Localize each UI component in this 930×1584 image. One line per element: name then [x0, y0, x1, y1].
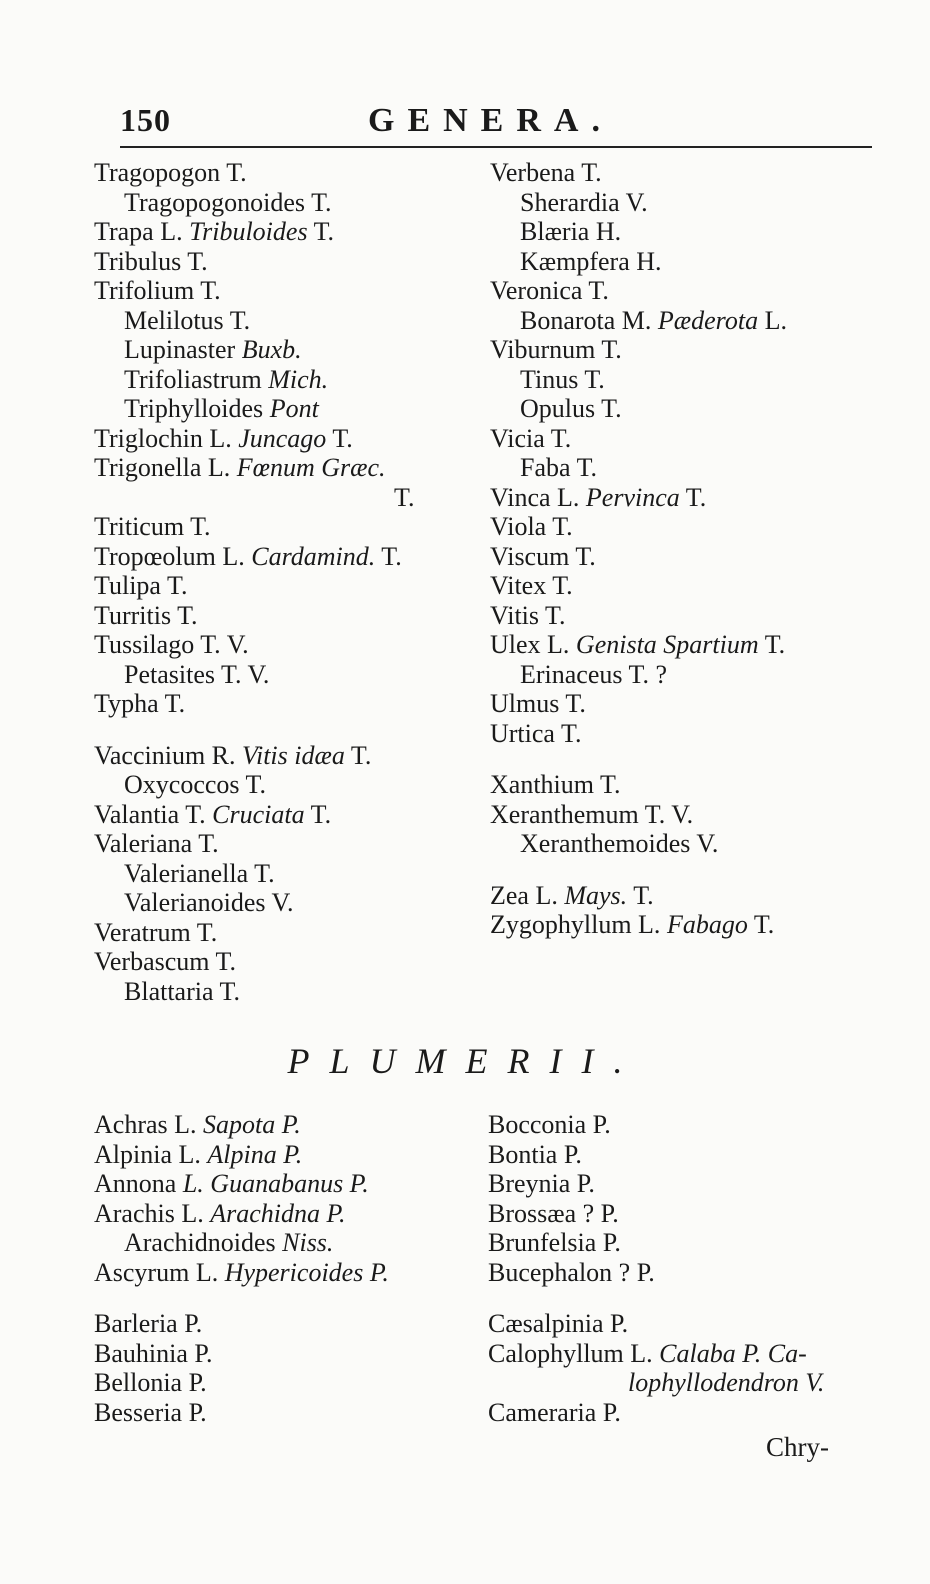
genus-name: Petasites T. V. — [124, 659, 270, 689]
genus-entry — [94, 571, 414, 601]
genus-entry — [94, 630, 414, 660]
genus-name: Valerianoides V. — [124, 888, 294, 917]
genus-name: Tinus T. — [520, 364, 605, 394]
genus-name: Faba T. — [520, 453, 598, 482]
genus-name: Erinaceus T. ? — [520, 659, 668, 689]
genus-name: Ascyrum L. — [94, 1257, 219, 1287]
entry-gap — [490, 859, 787, 881]
synonym: Cruciata — [212, 799, 305, 829]
genus-entry — [94, 1110, 389, 1140]
genus-name: Turritis T. — [94, 600, 198, 630]
genera-left-column — [94, 158, 414, 1006]
genus-name: Tribulus T. — [94, 246, 208, 276]
genus-entry — [488, 1339, 824, 1369]
synonym: Tribuloides — [189, 217, 308, 246]
synonym: Sapota P. — [203, 1110, 301, 1139]
genus-entry — [94, 453, 414, 483]
genus-name: Blattaria T. — [124, 976, 240, 1006]
genus-entry — [94, 158, 414, 188]
genus-entry — [94, 947, 414, 977]
genus-name: Lupinaster — [124, 335, 236, 364]
genus-entry — [94, 1339, 389, 1369]
genus-name: Brossæa ? P. — [488, 1198, 619, 1228]
synonym: Hypericoides P. — [224, 1257, 389, 1287]
genus-entry — [94, 365, 414, 395]
author: T. — [633, 880, 654, 910]
genus-name: Bontia P. — [488, 1139, 582, 1169]
synonym: Fabago — [666, 910, 748, 939]
genus-entry — [94, 741, 414, 771]
page-number: 150 — [120, 102, 171, 138]
genus-entry — [94, 306, 414, 336]
genus-entry — [490, 601, 787, 631]
genus-entry — [490, 247, 787, 277]
section-title: PLUMERII. — [287, 1041, 643, 1081]
genus-name: Verbascum T. — [94, 947, 236, 976]
genus-entry — [94, 1199, 389, 1229]
genus-name: Oxycoccos T. — [124, 770, 266, 799]
genus-name: Triglochin L. — [94, 423, 232, 453]
genus-entry — [94, 542, 414, 572]
synonym: Alpina P. — [207, 1139, 303, 1169]
synonym: Juncago — [238, 423, 327, 453]
catchword: Chry- — [766, 1432, 829, 1462]
genus-entry — [94, 601, 414, 631]
synonym: Fœnum Græc. — [236, 453, 386, 482]
genus-entry — [94, 512, 414, 542]
genus-entry — [490, 881, 787, 911]
genus-entry — [490, 306, 787, 336]
genus-entry — [488, 1368, 824, 1398]
genus-entry — [94, 1228, 389, 1258]
genus-entry — [94, 888, 414, 918]
genus-name: Barleria P. — [94, 1309, 203, 1338]
genus-entry — [94, 770, 414, 800]
genus-entry — [94, 1398, 389, 1428]
genus-name: Viscum T. — [490, 541, 596, 571]
genus-entry — [488, 1228, 824, 1258]
genus-entry — [490, 571, 787, 601]
author: T. — [685, 482, 707, 512]
synonym: Mays. — [564, 880, 628, 910]
genus-name: Ulex L. — [490, 630, 570, 659]
synonym: Vitis idæa — [242, 740, 345, 770]
genus-entry — [488, 1309, 824, 1339]
genus-name: Achras L. — [94, 1110, 197, 1139]
genus-name: Cameraria P. — [488, 1397, 621, 1427]
genus-name: Valantia T. — [94, 799, 206, 829]
genus-entry — [488, 1258, 824, 1288]
synonym: Niss. — [282, 1228, 334, 1257]
genus-name: Tragopogon T. — [94, 158, 247, 187]
genus-name: Veronica T. — [490, 276, 609, 305]
synonym: lophyllodendron V. — [628, 1368, 825, 1397]
genus-entry — [94, 335, 414, 365]
genus-name: Zygophyllum L. — [490, 910, 661, 939]
genus-entry — [94, 1140, 389, 1170]
genus-entry — [490, 424, 787, 454]
genus-name: Triticum T. — [94, 512, 211, 541]
genus-entry — [490, 158, 787, 188]
genus-name: Xeranthemoides V. — [520, 829, 719, 858]
genus-entry — [490, 660, 787, 690]
entry-gap — [490, 748, 787, 770]
genus-entry — [490, 483, 787, 513]
author: T. — [350, 740, 372, 770]
genus-entry — [490, 365, 787, 395]
synonym: Calaba P. Ca- — [659, 1338, 807, 1368]
genus-name: Bellonia P. — [94, 1368, 207, 1397]
genus-name: Alpinia L. — [94, 1139, 201, 1169]
genus-entry — [488, 1110, 824, 1140]
genus-name: Opulus T. — [520, 394, 622, 423]
genus-name: Trapa L. — [94, 217, 183, 246]
genus-name: Triphylloides — [124, 394, 264, 423]
synonym: Pervinca — [585, 482, 680, 512]
genus-entry — [94, 1309, 389, 1339]
genus-name: Tropœolum L. — [94, 541, 245, 571]
genus-entry — [94, 483, 414, 513]
genus-name: Trigonella L. — [94, 453, 231, 482]
genus-entry — [94, 829, 414, 859]
genus-name: Vaccinium R. — [94, 740, 236, 770]
genus-name: Valerianella T. — [124, 858, 275, 888]
genus-entry — [490, 689, 787, 719]
genus-name: Zea L. — [490, 880, 558, 910]
synonym: Arachidna P. — [210, 1198, 346, 1228]
genus-name: Xanthium T. — [490, 770, 621, 799]
synonym: Buxb. — [241, 335, 302, 364]
genus-name: Trifoliastrum — [124, 364, 262, 394]
genus-entry — [490, 188, 787, 218]
genus-entry — [94, 217, 414, 247]
genus-name: Vinca L. — [490, 482, 580, 512]
genus-entry — [94, 977, 414, 1007]
genus-entry — [488, 1398, 824, 1428]
genus-name: Verbena T. — [490, 158, 602, 187]
author: T. — [332, 423, 353, 453]
header-rule — [120, 146, 872, 148]
genus-entry — [490, 276, 787, 306]
genus-entry — [490, 217, 787, 247]
genus-entry — [490, 719, 787, 749]
genus-name: Vicia T. — [490, 423, 572, 453]
synonym: L. Guanabanus P. — [182, 1169, 369, 1198]
genus-entry — [490, 630, 787, 660]
plumerii-right-column — [488, 1110, 824, 1427]
genus-name: Annona — [94, 1169, 177, 1198]
genus-name: Sherardia V. — [520, 187, 648, 217]
genus-name: Arachidnoides — [124, 1228, 276, 1257]
author: T. — [753, 910, 775, 939]
genus-entry — [490, 335, 787, 365]
genus-name: Kæmpfera H. — [520, 246, 662, 276]
entry-gap — [94, 719, 414, 741]
genus-entry — [94, 689, 414, 719]
genus-name: T. — [394, 482, 415, 512]
genus-entry — [490, 829, 787, 859]
genus-entry — [94, 918, 414, 948]
genus-name: Viola T. — [490, 512, 573, 541]
genus-name: Calophyllum L. — [488, 1338, 653, 1368]
genus-entry — [94, 247, 414, 277]
page-header — [0, 100, 930, 145]
synonym: Mich. — [268, 364, 329, 394]
genus-entry — [490, 542, 787, 572]
genus-entry — [94, 276, 414, 306]
synonym: Pont — [269, 394, 319, 423]
synonym: Genista Spartium — [575, 630, 759, 659]
genus-name: Vitex T. — [490, 571, 573, 600]
synonym: Cardamind. — [251, 541, 376, 571]
genus-name: Brunfelsia P. — [488, 1228, 621, 1257]
genus-entry — [490, 800, 787, 830]
genus-name: Tussilago T. V. — [94, 630, 249, 659]
genus-name: Veratrum T. — [94, 917, 218, 947]
genus-name: Breynia P. — [488, 1169, 595, 1198]
genus-name: Urtica T. — [490, 718, 582, 748]
entry-gap — [94, 1287, 389, 1309]
genus-name: Trifolium T. — [94, 276, 221, 305]
genus-name: Bonarota M. — [520, 305, 652, 335]
genus-name: Bucephalon ? P. — [488, 1257, 655, 1287]
genera-right-column — [490, 158, 787, 940]
genus-entry — [488, 1199, 824, 1229]
genus-entry — [94, 1258, 389, 1288]
genus-name: Cæsalpinia P. — [488, 1309, 629, 1338]
genus-entry — [488, 1140, 824, 1170]
entry-gap — [488, 1287, 824, 1309]
genus-name: Bocconia P. — [488, 1110, 611, 1139]
genus-name: Besseria P. — [94, 1397, 207, 1427]
author: T. — [310, 799, 332, 829]
author: T. — [764, 630, 786, 659]
genus-name: Ulmus T. — [490, 689, 586, 718]
genus-name: Melilotus T. — [124, 305, 251, 335]
genus-entry — [94, 394, 414, 424]
synonym: Pæderota — [657, 305, 759, 335]
genus-name: Blæria H. — [520, 217, 622, 246]
author: L. — [764, 305, 787, 335]
genus-entry — [94, 424, 414, 454]
genus-entry — [94, 800, 414, 830]
plumerii-left-column — [94, 1110, 389, 1427]
genus-name: Tulipa T. — [94, 571, 188, 600]
genus-entry — [490, 453, 787, 483]
genus-entry — [94, 1169, 389, 1199]
genus-name: Typha T. — [94, 689, 186, 718]
genus-name: Xeranthemum T. V. — [490, 799, 694, 829]
genus-entry — [94, 1368, 389, 1398]
genus-entry — [94, 859, 414, 889]
author: T. — [381, 541, 402, 571]
genus-name: Arachis L. — [94, 1198, 204, 1228]
genus-name: Bauhinia P. — [94, 1338, 213, 1368]
running-title: GENERA. — [368, 102, 613, 139]
genus-entry — [490, 394, 787, 424]
genus-name: Vitis T. — [490, 600, 566, 630]
genus-entry — [94, 188, 414, 218]
genus-entry — [94, 660, 414, 690]
genus-name: Tragopogonoides T. — [124, 187, 332, 217]
genus-name: Viburnum T. — [490, 335, 622, 364]
genus-entry — [490, 770, 787, 800]
genus-entry — [488, 1169, 824, 1199]
genus-name: Valeriana T. — [94, 829, 219, 858]
genus-entry — [490, 512, 787, 542]
author: T. — [313, 217, 335, 246]
genus-entry — [490, 910, 787, 940]
